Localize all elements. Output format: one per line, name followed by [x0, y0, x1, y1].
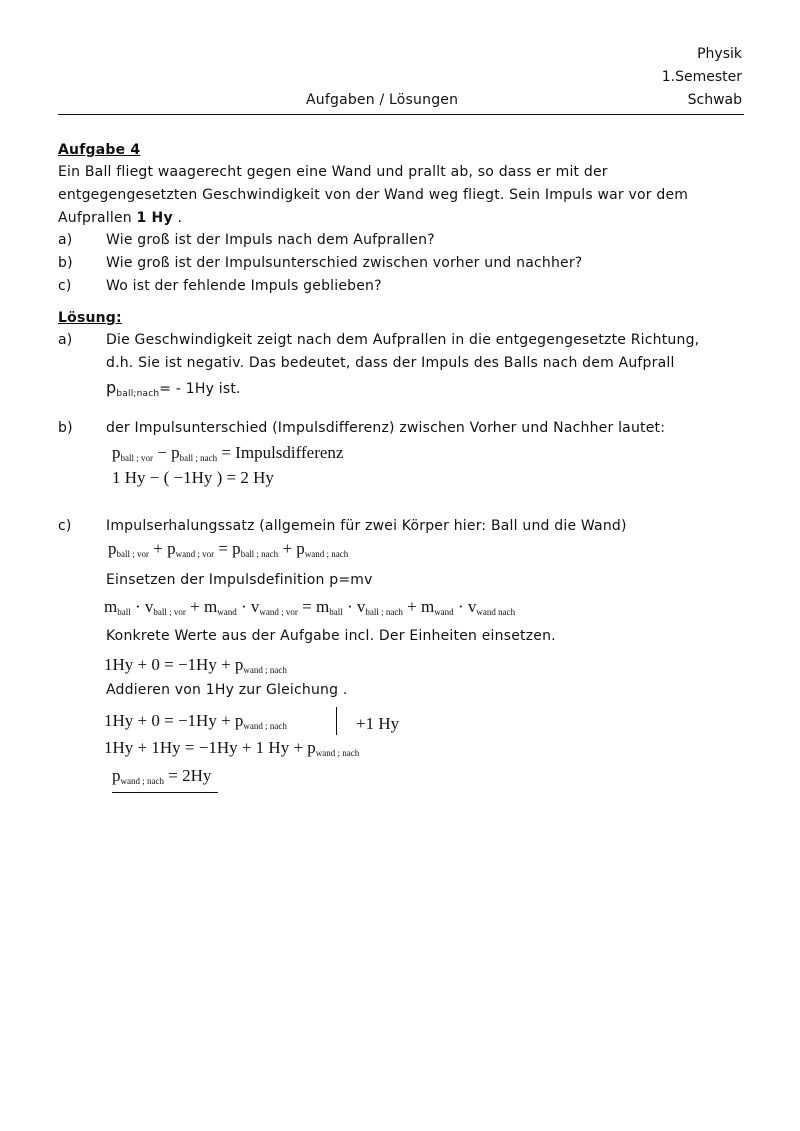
- eq-term: + m: [185, 597, 218, 616]
- eq-sub: wand ; nach: [304, 549, 349, 559]
- eq-sub: wand nach: [476, 607, 516, 617]
- equation-b-1: [112, 443, 343, 463]
- eq-term: 1Hy + 0 = −1Hy + p: [104, 655, 244, 674]
- eq-sub: wand: [217, 607, 237, 617]
- solution-a-label: a): [58, 332, 73, 348]
- equation-c-5: [104, 738, 359, 758]
- eq-sub: wand ; vor: [259, 607, 298, 617]
- eq-term: p: [171, 443, 180, 462]
- solution-b-line-1: der Impulsunterschied (Impulsdifferenz) zwischen Vorher und Nachher lautet:: [106, 420, 666, 436]
- equation-c-4-operation: +1 Hy: [356, 714, 400, 733]
- question-b-text: Wie groß ist der Impulsunterschied zwischen vorher und nachher?: [106, 255, 583, 271]
- eq-term: · v: [342, 597, 366, 616]
- header-subject: Physik: [697, 46, 742, 62]
- eq-term: m: [104, 597, 118, 616]
- eq-sub: wand: [434, 607, 454, 617]
- eq-sub: ball ; nach: [365, 607, 403, 617]
- eq-term: 1Hy + 1Hy = −1Hy + 1 Hy + p: [104, 738, 316, 757]
- equation-c-1: [108, 539, 348, 559]
- eq-term: = m: [297, 597, 330, 616]
- question-b-label: b): [58, 255, 73, 271]
- eq-sub: wand ; nach: [315, 748, 360, 758]
- question-a-label: a): [58, 232, 73, 248]
- eq-op: −: [153, 443, 172, 462]
- solution-c-label: c): [58, 518, 72, 534]
- solution-a-line-1: Die Geschwindigkeit zeigt nach dem Aufprallen in die entgegengesetzte Richtung,: [106, 332, 700, 348]
- eq-sub: wand ; nach: [243, 665, 287, 675]
- eq-term: + p: [149, 539, 176, 558]
- eq-term: 1Hy + 0 = −1Hy + p: [104, 711, 244, 730]
- eq-sub: ball: [117, 607, 131, 617]
- eq-sub: ball ; vor: [120, 453, 153, 463]
- eq-term: · v: [453, 597, 477, 616]
- eq-term: = p: [214, 539, 241, 558]
- solution-b-label: b): [58, 420, 73, 436]
- solution-c-line-1: Impulserhalungssatz (allgemein für zwei Körper hier: Ball und die Wand): [106, 518, 627, 534]
- momentum-symbol: p: [106, 378, 117, 397]
- equation-c-result: [112, 766, 211, 786]
- task-intro-prefix: Aufprallen: [58, 210, 132, 226]
- eq-sub: ball ; vor: [153, 607, 186, 617]
- header-divider: [58, 114, 744, 115]
- equation-c-2: [104, 597, 515, 617]
- eq-term: + p: [278, 539, 305, 558]
- solution-c-line-2: Einsetzen der Impulsdefinition p=mv: [106, 572, 373, 588]
- eq-term: + m: [402, 597, 435, 616]
- solution-heading: Lösung:: [58, 310, 122, 326]
- eq-term: · v: [130, 597, 154, 616]
- eq-term: p: [108, 539, 117, 558]
- solution-a-line-3: [106, 378, 241, 399]
- task-intro-line-2: entgegengesetzten Geschwindigkeit von der Wand weg fliegt. Sein Impuls war vor dem: [58, 187, 689, 203]
- equation-b-2: 1 Hy − ( −1Hy ) = 2 Hy: [112, 468, 274, 487]
- result-underline: [112, 792, 218, 793]
- solution-a-line-2: d.h. Sie ist negativ. Das bedeutet, dass der Impuls des Balls nach dem Aufprall: [106, 355, 675, 371]
- solution-c-line-3: Konkrete Werte aus der Aufgabe incl. Der Einheiten einsetzen.: [106, 628, 556, 644]
- eq-sub: ball: [329, 607, 343, 617]
- task-heading: Aufgabe 4: [58, 142, 141, 158]
- eq-sub: ball ; nach: [240, 549, 279, 559]
- header-semester: 1.Semester: [661, 69, 742, 85]
- eq-term: p: [112, 443, 121, 462]
- equation-c-4: [104, 711, 287, 731]
- task-intro-suffix: .: [177, 210, 183, 226]
- eq-rest: = 2Hy: [163, 766, 212, 785]
- eq-sub: wand ; nach: [243, 721, 287, 731]
- question-c-label: c): [58, 278, 72, 294]
- eq-sub: ball ; nach: [179, 453, 218, 463]
- task-intro-line-3: [58, 210, 182, 226]
- task-initial-momentum: 1 Hy: [136, 210, 173, 226]
- eq-sub: wand ; vor: [175, 549, 215, 559]
- header-title: Aufgaben / Lösungen: [306, 92, 459, 108]
- eq-sub: wand ; nach: [120, 776, 164, 786]
- question-c-text: Wo ist der fehlende Impuls geblieben?: [106, 278, 382, 294]
- task-intro-line-1: Ein Ball fliegt waagerecht gegen eine Wand und prallt ab, so dass er mit der: [58, 164, 608, 180]
- equation-c-3: [104, 655, 287, 675]
- solution-a-result: = - 1Hy ist.: [159, 381, 241, 397]
- eq-term: p: [112, 766, 121, 785]
- question-a-text: Wie groß ist der Impuls nach dem Aufprallen?: [106, 232, 435, 248]
- eq-sub: ball ; vor: [116, 549, 149, 559]
- eq-term: · v: [236, 597, 260, 616]
- operation-separator: [336, 707, 337, 735]
- eq-rest: = Impulsdifferenz: [217, 443, 344, 462]
- solution-c-line-4: Addieren von 1Hy zur Gleichung .: [106, 682, 348, 698]
- momentum-subscript: ball;nach: [116, 389, 160, 399]
- header-author: Schwab: [687, 92, 742, 108]
